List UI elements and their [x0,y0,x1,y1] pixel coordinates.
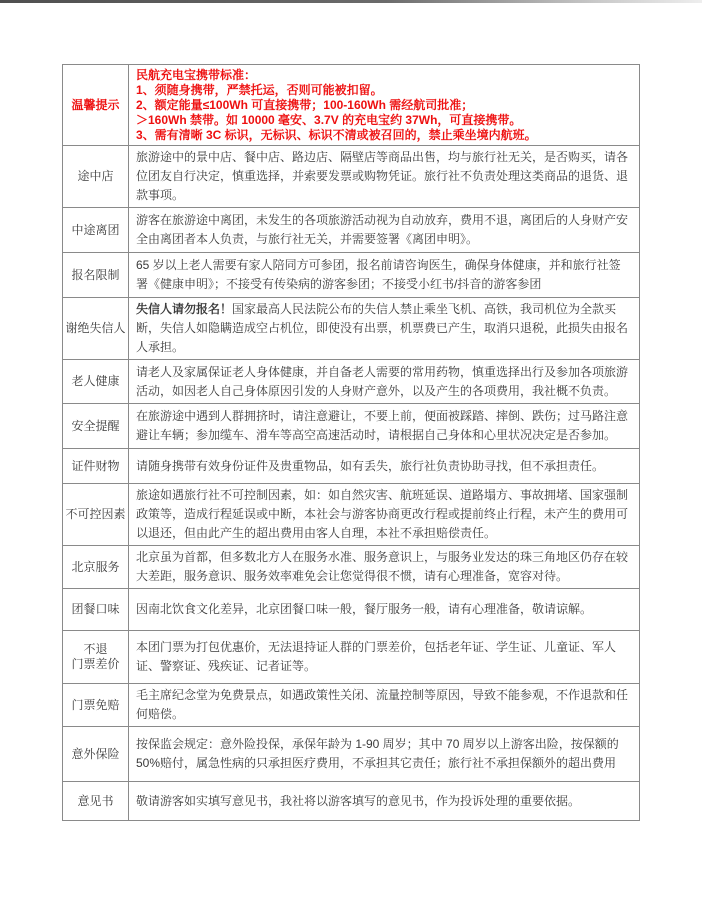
row-label: 意见书 [63,782,129,821]
row-content: 按保监会规定：意外险投保，承保年龄为 1-90 周岁；其中 70 周岁以上游客出险，按保额的 50%赔付，属急性病的只承担医疗费用，不承担其它责任；旅行社不承担保额外的超出费用 [129,727,640,782]
row-label: 北京服务 [63,546,129,589]
row-label: 谢绝失信人 [63,298,129,360]
table-row [63,484,640,546]
row-label: 团餐口味 [63,589,129,631]
row-content: 北京虽为首都，但多数北方人在服务水准、服务意识上，与服务业发达的珠三角地区仍存在较大差距，服务意识、服务效率难免会让您觉得很不惯，请有心理准备，宽容对待。 [129,546,640,589]
row-label: 途中店 [63,146,129,208]
table-row [63,589,640,631]
row-label: 意外保险 [63,727,129,782]
table-row [63,360,640,404]
notice-line: 3、需有清晰 3C 标识，无标识、标识不清或被召回的，禁止乘坐境内航班。 [136,127,537,142]
notice-line: 民航充电宝携带标准： [136,67,257,82]
table-row [63,253,640,298]
table-row [63,782,640,821]
travel-notice-table [62,64,640,821]
table-row [63,546,640,589]
row-label: 中途离团 [63,208,129,253]
row-label: 温馨提示 [63,65,129,146]
row-label: 不可控因素 [63,484,129,546]
row-content: 请随身携带有效身份证件及贵重物品，如有丢失，旅行社负责协助寻找，但不承担责任。 [129,449,640,484]
table-row [63,65,640,146]
row-content: 因南北饮食文化差异，北京团餐口味一般，餐厅服务一般，请有心理准备，敬请谅解。 [129,589,640,631]
page-top-edge [0,0,702,3]
row-label: 门票免赔 [63,684,129,727]
notice-line: ＞160Wh 禁带。如 10000 毫安、3.7V 的充电宝约 37Wh，可直接携带。 [136,112,522,127]
row-content: 65 岁以上老人需要有家人陪同方可参团，报名前请咨询医生，确保身体健康，并和旅行社签署《健康申明》；不接受有传染病的游客参团；不接受小红书/抖音的游客参团 [129,253,640,298]
notice-line: 1、须随身携带，严禁托运，否则可能被扣留。 [136,82,383,97]
row-label: 安全提醒 [63,404,129,449]
travel-notice-rows [63,65,640,821]
table-row [63,684,640,727]
notice-line: 2、额定能量≤100Wh 可直接携带；100-160Wh 需经航司批准； [136,97,474,112]
row-content: 旅途如遇旅行社不可控制因素，如：如自然灾害、航班延误、道路塌方、事故拥堵、国家强制政策等，造成行程延误或中断，本社会与游客协商更改行程或提前终止行程，未产生的费用可以退还，但由此产生的超出费用由客人自理，本社不承担赔偿责任。 [129,484,640,546]
row-label: 证件财物 [63,449,129,484]
row-content: 游客在旅游途中离团，未发生的各项旅游活动视为自动放弃，费用不退，离团后的人身财产安全由离团者本人负责，与旅行社无关，并需要签署《离团申明》。 [129,208,640,253]
table-row [63,146,640,208]
row-content [129,65,640,146]
bold-prefix: 失信人请勿报名！ [136,302,233,316]
table-row [63,449,640,484]
table-row [63,631,640,684]
row-content: 敬请游客如实填写意见书，我社将以游客填写的意见书，作为投诉处理的重要依据。 [129,782,640,821]
row-content: 请老人及家属保证老人身体健康，并自备老人需要的常用药物，慎重选择出行及参加各项旅游活动，如因老人自己身体原因引发的人身财产意外，以及产生的各项费用，我社概不负责。 [129,360,640,404]
row-content: 失信人请勿报名！国家最高人民法院公布的失信人禁止乘坐飞机、高铁，我司机位为全款买断，失信人如隐瞒造成空占机位，即使没有出票，机票费已产生，取消只退税，此损失由报名人承担。 [129,298,640,360]
row-label: 不退 门票差价 [63,631,129,684]
table-row [63,298,640,360]
row-content: 在旅游途中遇到人群拥挤时，请注意避让，不要上前，便面被踩踏、摔倒、跌伤；过马路注意避让车辆；参加缆车、滑车等高空高速活动时，请根据自己身体和心里状况决定是否参加。 [129,404,640,449]
row-label: 老人健康 [63,360,129,404]
row-label: 报名限制 [63,253,129,298]
row-content: 旅游途中的景中店、餐中店、路边店、隔壁店等商品出售，均与旅行社无关，是否购买，请各位团友自行决定，慎重选择，并索要发票或购物凭证。旅行社不负责处理这类商品的退货、退款事项。 [129,146,640,208]
table-row [63,208,640,253]
table-row [63,727,640,782]
table-row [63,404,640,449]
row-content: 本团门票为打包优惠价，无法退持证人群的门票差价，包括老年证、学生证、儿童证、军人证、警察证、残疾证、记者证等。 [129,631,640,684]
row-content: 毛主席纪念堂为免费景点，如遇政策性关闭、流量控制等原因，导致不能参观，不作退款和任何赔偿。 [129,684,640,727]
